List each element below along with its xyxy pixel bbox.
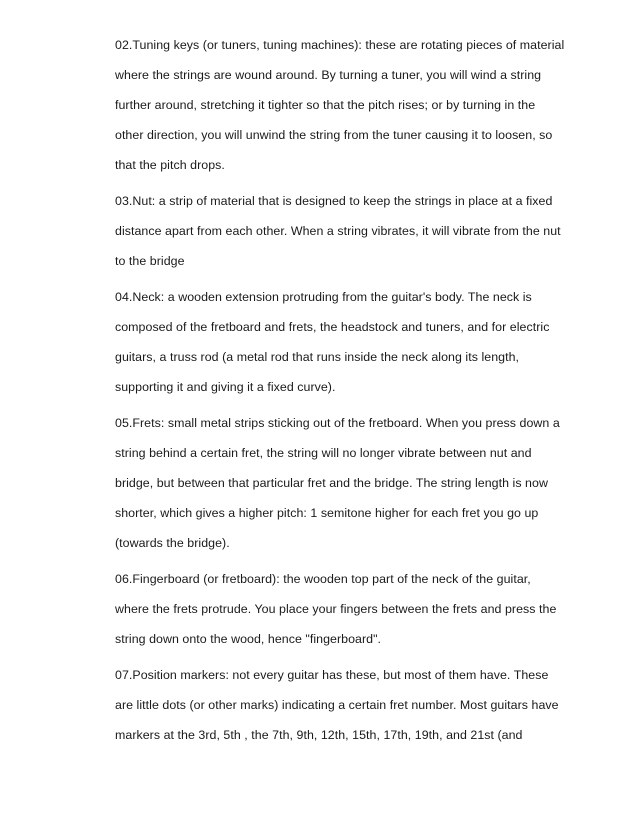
text-line: markers at the 3rd, 5th , the 7th, 9th, 12th, 15th, 17th, 19th, and 21st (and xyxy=(115,728,523,742)
text-line: string behind a certain fret, the string will no longer vibrate between nut and xyxy=(115,446,532,460)
text-line: 04.Neck: a wooden extension protruding from the guitar's body. The neck is xyxy=(115,290,532,304)
paragraph-fingerboard xyxy=(115,572,575,662)
text-line: 05.Frets: small metal strips sticking out of the fretboard. When you press down a xyxy=(115,416,560,430)
text-line: are little dots (or other marks) indicating a certain fret number. Most guitars have xyxy=(115,698,559,712)
text-line: supporting it and giving it a fixed curve). xyxy=(115,380,336,394)
text-line: where the frets protrude. You place your fingers between the frets and press the xyxy=(115,602,557,616)
text-line: where the strings are wound around. By turning a tuner, you will wind a string xyxy=(115,68,542,82)
document-body xyxy=(115,38,575,758)
paragraph-tuning-keys xyxy=(115,38,575,188)
text-line: distance apart from each other. When a string vibrates, it will vibrate from the nut xyxy=(115,224,561,238)
text-line: 06.Fingerboard (or fretboard): the wooden top part of the neck of the guitar, xyxy=(115,572,531,586)
text-line: string down onto the wood, hence "fingerboard". xyxy=(115,632,382,646)
text-line: further around, stretching it tighter so that the pitch rises; or by turning in the xyxy=(115,98,536,112)
text-line: to the bridge xyxy=(115,254,185,268)
text-line: (towards the bridge). xyxy=(115,536,230,550)
text-line: shorter, which gives a higher pitch: 1 semitone higher for each fret you go up xyxy=(115,506,539,520)
text-line: other direction, you will unwind the string from the tuner causing it to loosen, so xyxy=(115,128,553,142)
paragraph-nut xyxy=(115,194,575,284)
text-line: composed of the fretboard and frets, the headstock and tuners, and for electric xyxy=(115,320,550,334)
text-line: guitars, a truss rod (a metal rod that runs inside the neck along its length, xyxy=(115,350,520,364)
text-line: 07.Position markers: not every guitar has these, but most of them have. These xyxy=(115,668,549,682)
text-line: 02.Tuning keys (or tuners, tuning machines): these are rotating pieces of material xyxy=(115,38,565,52)
text-line: that the pitch drops. xyxy=(115,158,225,172)
text-line: 03.Nut: a strip of material that is designed to keep the strings in place at a fixed xyxy=(115,194,553,208)
text-line: bridge, but between that particular fret and the bridge. The string length is now xyxy=(115,476,548,490)
paragraph-position-markers xyxy=(115,668,575,758)
paragraph-neck xyxy=(115,290,575,410)
paragraph-frets xyxy=(115,416,575,566)
